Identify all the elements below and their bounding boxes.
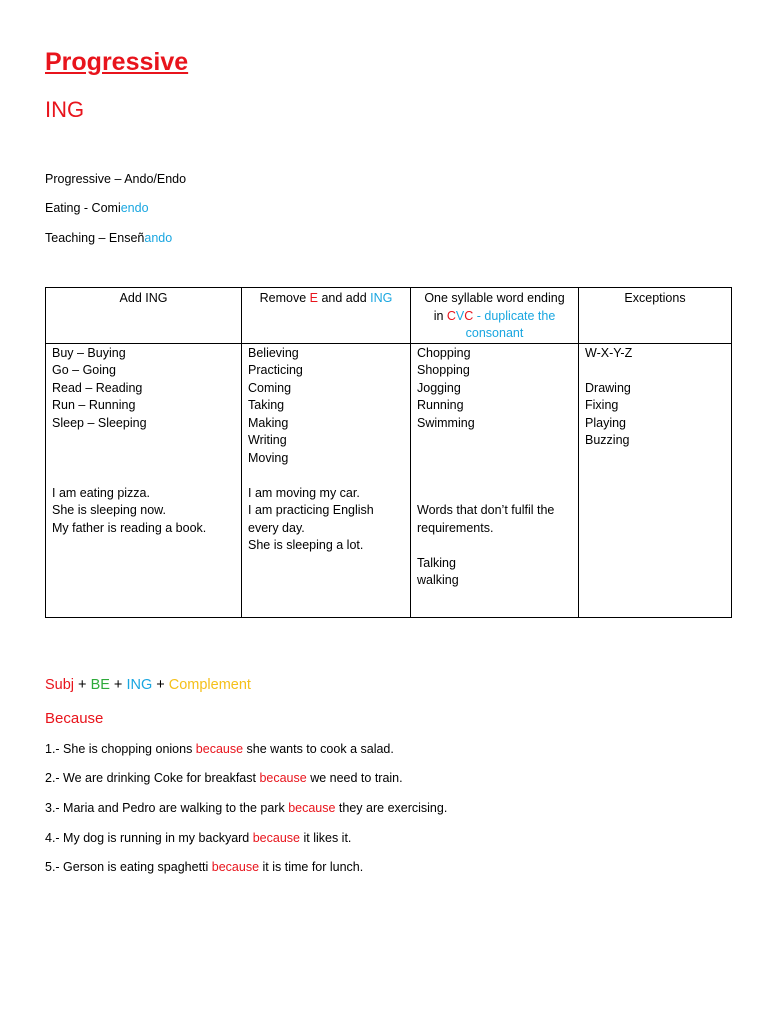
example-text: 4.- My dog is running in my backyard xyxy=(45,831,253,845)
list-item: Making xyxy=(248,415,289,430)
intro-line-1: Progressive – Ando/Endo xyxy=(45,172,187,186)
header-remove-text: Remove xyxy=(259,291,310,305)
list-item: Fixing xyxy=(585,398,619,412)
list-item: Buzzing xyxy=(585,433,630,447)
intro-line-3-text: Teaching – Enseñ xyxy=(45,231,145,245)
example-text: it likes it. xyxy=(300,831,352,845)
example-text: they are exercising. xyxy=(335,801,448,815)
because-keyword: because xyxy=(195,742,244,756)
example-sentence: I am moving my car. xyxy=(248,485,360,500)
note-line: Words that don’t fulfil the xyxy=(417,503,555,517)
list-item: Running xyxy=(417,398,464,412)
intro-line-2-ending: endo xyxy=(120,201,149,215)
example-sentence: I am practicing English xyxy=(248,503,374,517)
example-text: 5.- Gerson is eating spaghetti xyxy=(45,860,212,874)
because-keyword: because xyxy=(288,801,336,815)
formula-plus: + xyxy=(152,677,169,693)
example-sentence: She is sleeping a lot. xyxy=(248,538,364,552)
list-item: Practicing xyxy=(248,363,303,377)
because-heading: Because xyxy=(45,710,104,727)
example-text: she wants to cook a salad. xyxy=(243,742,394,756)
header-exceptions: Exceptions xyxy=(579,288,732,344)
list-item: Read – Reading xyxy=(52,380,143,395)
list-item: Talking xyxy=(417,555,456,570)
example-sentence-2 xyxy=(45,771,403,785)
header-cvc-line-1: One syllable word ending xyxy=(424,291,565,305)
example-text: 3.- Maria and Pedro are walking to the park xyxy=(45,801,289,815)
intro-line-3-ending: ando xyxy=(144,231,173,245)
note-line: requirements. xyxy=(417,520,494,535)
header-and-add-text: and add xyxy=(318,291,371,305)
list-item: Moving xyxy=(248,450,289,465)
formula-complement: Complement xyxy=(168,677,251,693)
cell-remove-e xyxy=(242,343,411,617)
example-sentence-3 xyxy=(45,801,447,815)
example-sentence: I am eating pizza. xyxy=(52,485,150,500)
exception-letters: W-X-Y-Z xyxy=(585,345,633,360)
list-item: Writing xyxy=(248,433,287,447)
list-item: Shopping xyxy=(417,363,470,377)
example-text: it is time for lunch. xyxy=(259,860,364,874)
list-item: Swimming xyxy=(417,415,475,430)
structure-formula xyxy=(45,677,251,693)
intro-line-2-text: Eating - Comi xyxy=(45,201,121,215)
list-item: Playing xyxy=(585,415,626,430)
cell-add-ing xyxy=(46,343,242,617)
header-ing-text: ING xyxy=(370,291,393,305)
formula-plus: + xyxy=(74,677,91,693)
example-text: 2.- We are drinking Coke for breakfast xyxy=(45,771,260,785)
page-subtitle: ING xyxy=(45,97,85,122)
formula-plus: + xyxy=(109,677,127,693)
list-item: Sleep – Sleeping xyxy=(52,415,147,430)
header-cvc-in: in xyxy=(433,308,447,323)
list-item: Jogging xyxy=(417,380,461,395)
formula-ing: ING xyxy=(126,677,153,693)
header-add-ing: Add ING xyxy=(46,288,242,344)
example-sentence: She is sleeping now. xyxy=(52,503,166,517)
intro-line-3 xyxy=(45,231,172,245)
example-sentence: My father is reading a book. xyxy=(52,520,207,535)
page-title: Progressive xyxy=(45,48,189,76)
example-sentence-1 xyxy=(45,742,394,756)
list-item: Coming xyxy=(248,380,292,395)
header-remove-e-letter: E xyxy=(309,291,318,305)
header-cvc-duplicate: - duplicate the xyxy=(473,308,556,323)
list-item: Believing xyxy=(248,345,299,360)
because-keyword: because xyxy=(259,771,307,785)
header-cvc-line-3: consonant xyxy=(465,326,524,340)
header-cvc-letters: CVC xyxy=(446,308,474,323)
example-sentence: every day. xyxy=(248,520,305,535)
because-keyword: because xyxy=(252,831,300,845)
header-cvc xyxy=(411,288,579,344)
list-item: Run – Running xyxy=(52,398,136,412)
ing-rules-table xyxy=(45,287,732,618)
intro-line-2 xyxy=(45,201,149,215)
cell-cvc xyxy=(411,343,579,617)
example-sentence-4 xyxy=(45,831,351,845)
list-item: Taking xyxy=(248,398,285,412)
example-text: 1.- She is chopping onions xyxy=(45,742,196,756)
formula-subj: Subj xyxy=(45,677,75,693)
list-item: Chopping xyxy=(417,345,471,360)
example-text: we need to train. xyxy=(306,771,403,785)
cell-exceptions xyxy=(579,343,732,617)
list-item: Go – Going xyxy=(52,363,116,377)
example-sentence-5 xyxy=(45,860,363,874)
list-item: walking xyxy=(417,573,459,587)
header-remove-e xyxy=(242,288,411,344)
list-item: Drawing xyxy=(585,380,631,395)
header-cvc-line-2 xyxy=(417,308,572,326)
because-keyword: because xyxy=(211,860,260,874)
list-item: Buy – Buying xyxy=(52,345,126,360)
formula-be: BE xyxy=(90,677,110,693)
